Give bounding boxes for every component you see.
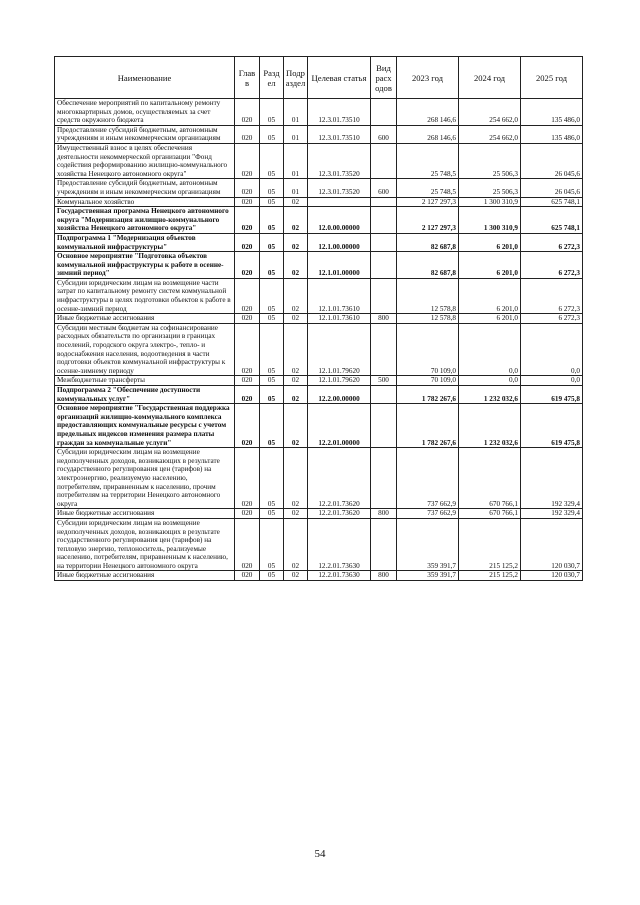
row-razd-cell: 05 xyxy=(260,252,284,279)
page-number: 54 xyxy=(314,848,326,860)
row-2024-cell: 670 766,1 xyxy=(459,509,521,519)
row-name-cell: Иные бюджетные ассигнования xyxy=(55,571,235,581)
row-razd-cell: 05 xyxy=(260,125,284,143)
row-2023-cell: 70 109,0 xyxy=(397,376,459,386)
row-vid-cell: 800 xyxy=(371,314,397,324)
row-vid-cell xyxy=(371,518,397,571)
row-razd-cell: 05 xyxy=(260,197,284,207)
row-2025-cell: 0,0 xyxy=(521,323,583,376)
row-vid-cell xyxy=(371,143,397,178)
row-2025-cell: 625 748,1 xyxy=(521,207,583,234)
row-name-cell: Предоставление субсидий бюджетным, автономным учреждениям и иным некоммерческим организациям xyxy=(55,179,235,197)
row-podr-cell: 02 xyxy=(284,448,308,509)
table-row xyxy=(55,509,583,519)
row-target-cell: 12.1.01.73610 xyxy=(308,278,371,313)
row-2023-cell: 12 578,8 xyxy=(397,278,459,313)
row-razd-cell: 05 xyxy=(260,233,284,251)
row-razd-cell: 05 xyxy=(260,448,284,509)
row-2025-cell: 619 475,8 xyxy=(521,404,583,448)
row-2023-cell: 737 662,9 xyxy=(397,509,459,519)
row-glav-cell: 020 xyxy=(235,571,260,581)
row-vid-cell xyxy=(371,99,397,126)
row-name-cell: Субсидии юридическим лицам на возмещение недополученных доходов, возникающих в результате государственного регулирования цен (тарифов) на тепловую энергию, теплоноситель, реализуемые населению, потребителям, приравненным к населению, на территории Ненецкого автономного округа xyxy=(55,518,235,571)
row-name-cell: Государственная программа Ненецкого автономного округа "Модернизация жилищно-коммунального хозяйства Ненецкого автономного округа" xyxy=(55,207,235,234)
header-2025: 2025 год xyxy=(521,57,583,99)
table-row xyxy=(55,448,583,509)
row-podr-cell: 02 xyxy=(284,252,308,279)
row-name-cell: Основное мероприятие "Подготовка объектов коммунальной инфраструктуры к работе в осенне-зимний период" xyxy=(55,252,235,279)
row-target-cell: 12.1.01.79620 xyxy=(308,323,371,376)
row-razd-cell: 05 xyxy=(260,314,284,324)
row-razd-cell: 05 xyxy=(260,376,284,386)
row-target-cell xyxy=(308,197,371,207)
header-2023: 2023 год xyxy=(397,57,459,99)
header-podr: Подр аздел xyxy=(284,57,308,99)
header-name: Наименование xyxy=(55,57,235,99)
row-2023-cell: 12 578,8 xyxy=(397,314,459,324)
row-2023-cell: 70 109,0 xyxy=(397,323,459,376)
row-2024-cell: 215 125,2 xyxy=(459,571,521,581)
table-row xyxy=(55,99,583,126)
row-2023-cell: 25 748,5 xyxy=(397,143,459,178)
row-razd-cell: 05 xyxy=(260,99,284,126)
table-row xyxy=(55,278,583,313)
row-2023-cell: 1 782 267,6 xyxy=(397,404,459,448)
row-razd-cell: 05 xyxy=(260,386,284,404)
header-2024: 2024 год xyxy=(459,57,521,99)
row-vid-cell xyxy=(371,207,397,234)
row-2024-cell: 254 662,0 xyxy=(459,125,521,143)
row-vid-cell: 500 xyxy=(371,376,397,386)
row-target-cell: 12.3.01.73510 xyxy=(308,125,371,143)
row-podr-cell: 02 xyxy=(284,233,308,251)
table-row xyxy=(55,376,583,386)
row-glav-cell: 020 xyxy=(235,143,260,178)
row-2025-cell: 120 030,7 xyxy=(521,571,583,581)
row-razd-cell: 05 xyxy=(260,143,284,178)
table-row xyxy=(55,179,583,197)
row-2025-cell: 135 486,0 xyxy=(521,99,583,126)
row-target-cell: 12.0.00.00000 xyxy=(308,207,371,234)
row-2024-cell: 1 300 310,9 xyxy=(459,197,521,207)
row-vid-cell: 600 xyxy=(371,125,397,143)
row-name-cell: Предоставление субсидий бюджетным, автономным учреждениям и иным некоммерческим организациям xyxy=(55,125,235,143)
row-2024-cell: 254 662,0 xyxy=(459,99,521,126)
row-glav-cell: 020 xyxy=(235,323,260,376)
row-2024-cell: 25 506,3 xyxy=(459,143,521,178)
row-razd-cell: 05 xyxy=(260,518,284,571)
row-target-cell: 12.2.01.73620 xyxy=(308,448,371,509)
row-2025-cell: 26 045,6 xyxy=(521,179,583,197)
row-vid-cell xyxy=(371,233,397,251)
table-body xyxy=(55,99,583,581)
row-target-cell: 12.1.01.79620 xyxy=(308,376,371,386)
row-name-cell: Иные бюджетные ассигнования xyxy=(55,314,235,324)
header-razd: Разд ел xyxy=(260,57,284,99)
row-2024-cell: 1 232 032,6 xyxy=(459,386,521,404)
row-2023-cell: 2 127 297,3 xyxy=(397,207,459,234)
row-vid-cell xyxy=(371,323,397,376)
row-podr-cell: 02 xyxy=(284,314,308,324)
row-glav-cell: 020 xyxy=(235,207,260,234)
table-row xyxy=(55,233,583,251)
row-2023-cell: 82 687,8 xyxy=(397,252,459,279)
row-glav-cell: 020 xyxy=(235,518,260,571)
table-row xyxy=(55,125,583,143)
table-row xyxy=(55,252,583,279)
row-vid-cell xyxy=(371,278,397,313)
row-podr-cell: 01 xyxy=(284,143,308,178)
row-2025-cell: 625 748,1 xyxy=(521,197,583,207)
row-2023-cell: 359 391,7 xyxy=(397,518,459,571)
row-razd-cell: 05 xyxy=(260,404,284,448)
row-2025-cell: 619 475,8 xyxy=(521,386,583,404)
row-razd-cell: 05 xyxy=(260,323,284,376)
row-vid-cell: 800 xyxy=(371,509,397,519)
row-target-cell: 12.2.00.00000 xyxy=(308,386,371,404)
row-2023-cell: 25 748,5 xyxy=(397,179,459,197)
table-row xyxy=(55,323,583,376)
row-razd-cell: 05 xyxy=(260,207,284,234)
budget-table xyxy=(54,56,583,581)
row-2025-cell: 6 272,3 xyxy=(521,233,583,251)
row-2024-cell: 670 766,1 xyxy=(459,448,521,509)
row-glav-cell: 020 xyxy=(235,376,260,386)
row-glav-cell: 020 xyxy=(235,314,260,324)
row-vid-cell xyxy=(371,197,397,207)
row-2023-cell: 268 146,6 xyxy=(397,99,459,126)
row-2025-cell: 120 030,7 xyxy=(521,518,583,571)
row-2024-cell: 6 201,0 xyxy=(459,233,521,251)
row-glav-cell: 020 xyxy=(235,448,260,509)
row-vid-cell: 600 xyxy=(371,179,397,197)
row-podr-cell: 02 xyxy=(284,323,308,376)
row-target-cell: 12.2.01.73630 xyxy=(308,571,371,581)
header-glav: Глав в xyxy=(235,57,260,99)
row-name-cell: Иные бюджетные ассигнования xyxy=(55,509,235,519)
row-podr-cell: 02 xyxy=(284,571,308,581)
row-2023-cell: 737 662,9 xyxy=(397,448,459,509)
row-2025-cell: 6 272,3 xyxy=(521,314,583,324)
row-2024-cell: 0,0 xyxy=(459,323,521,376)
table-row xyxy=(55,197,583,207)
row-2025-cell: 192 329,4 xyxy=(521,448,583,509)
row-2024-cell: 215 125,2 xyxy=(459,518,521,571)
row-name-cell: Обеспечение мероприятий по капитальному ремонту многоквартирных домов, осуществляемых за счет средств окружного бюджета xyxy=(55,99,235,126)
row-glav-cell: 020 xyxy=(235,278,260,313)
row-name-cell: Субсидии юридическим лицам на возмещение части затрат по капитальному ремонту систем коммунальной инфраструктуры в целях подготовки объектов к работе в осенне-зимний период xyxy=(55,278,235,313)
row-podr-cell: 01 xyxy=(284,99,308,126)
row-2024-cell: 1 232 032,6 xyxy=(459,404,521,448)
row-vid-cell xyxy=(371,448,397,509)
row-razd-cell: 05 xyxy=(260,509,284,519)
row-2024-cell: 25 506,3 xyxy=(459,179,521,197)
row-2025-cell: 6 272,3 xyxy=(521,252,583,279)
row-2024-cell: 1 300 310,9 xyxy=(459,207,521,234)
row-vid-cell: 800 xyxy=(371,571,397,581)
table-row xyxy=(55,571,583,581)
row-glav-cell: 020 xyxy=(235,125,260,143)
row-glav-cell: 020 xyxy=(235,404,260,448)
row-target-cell: 12.3.01.73520 xyxy=(308,179,371,197)
row-2024-cell: 6 201,0 xyxy=(459,314,521,324)
row-name-cell: Имущественный взнос в целях обеспечения деятельности некоммерческой организации "Фонд содействия реформированию жилищно-коммунального хозяйства Ненецкого автономного округа" xyxy=(55,143,235,178)
row-2024-cell: 6 201,0 xyxy=(459,278,521,313)
row-name-cell: Субсидии местным бюджетам на софинансирование расходных обязательств по организации в границах поселений, городского округа электро-, тепло- и водоснабжения населения, водоотведения в части подготовки объектов коммунальной инфраструктуры к осенне-зимнему периоду xyxy=(55,323,235,376)
row-podr-cell: 02 xyxy=(284,518,308,571)
row-razd-cell: 05 xyxy=(260,179,284,197)
row-target-cell: 12.2.01.73620 xyxy=(308,509,371,519)
table-row xyxy=(55,207,583,234)
row-name-cell: Подпрограмма 2 "Обеспечение доступности коммунальных услуг" xyxy=(55,386,235,404)
row-2023-cell: 1 782 267,6 xyxy=(397,386,459,404)
row-name-cell: Основное мероприятие "Государственная поддержка организаций жилищно-коммунального комплекса предоставляющих коммунальные ресурсы с учетом предельных индексов изменения размера платы граждан за коммунальные услуги" xyxy=(55,404,235,448)
row-name-cell: Межбюджетные трансферты xyxy=(55,376,235,386)
row-podr-cell: 02 xyxy=(284,376,308,386)
row-glav-cell: 020 xyxy=(235,252,260,279)
table-row xyxy=(55,404,583,448)
row-razd-cell: 05 xyxy=(260,278,284,313)
row-podr-cell: 01 xyxy=(284,125,308,143)
row-glav-cell: 020 xyxy=(235,179,260,197)
row-2025-cell: 6 272,3 xyxy=(521,278,583,313)
row-podr-cell: 02 xyxy=(284,207,308,234)
row-target-cell: 12.1.00.00000 xyxy=(308,233,371,251)
row-2025-cell: 0,0 xyxy=(521,376,583,386)
row-target-cell: 12.3.01.73510 xyxy=(308,99,371,126)
row-target-cell: 12.3.01.73520 xyxy=(308,143,371,178)
row-target-cell: 12.2.01.00000 xyxy=(308,404,371,448)
row-2023-cell: 268 146,6 xyxy=(397,125,459,143)
table-row xyxy=(55,518,583,571)
row-glav-cell: 020 xyxy=(235,197,260,207)
row-target-cell: 12.2.01.73630 xyxy=(308,518,371,571)
row-target-cell: 12.1.01.73610 xyxy=(308,314,371,324)
row-podr-cell: 02 xyxy=(284,197,308,207)
row-podr-cell: 02 xyxy=(284,404,308,448)
row-2024-cell: 6 201,0 xyxy=(459,252,521,279)
row-2025-cell: 135 486,0 xyxy=(521,125,583,143)
row-glav-cell: 020 xyxy=(235,386,260,404)
header-vid: Вид расх одов xyxy=(371,57,397,99)
row-2024-cell: 0,0 xyxy=(459,376,521,386)
row-2023-cell: 2 127 297,3 xyxy=(397,197,459,207)
row-glav-cell: 020 xyxy=(235,99,260,126)
row-2025-cell: 192 329,4 xyxy=(521,509,583,519)
row-name-cell: Субсидии юридическим лицам на возмещение недополученных доходов, возникающих в результате государственного регулирования цен (тарифов) на электроэнергию, реализуемую населению, потребителям, приравненным к населению, прочим потребителям на территории Ненецкого автономного округа xyxy=(55,448,235,509)
table-header-row xyxy=(55,57,583,99)
row-2023-cell: 359 391,7 xyxy=(397,571,459,581)
row-name-cell: Коммунальное хозяйство xyxy=(55,197,235,207)
table-row xyxy=(55,386,583,404)
row-podr-cell: 01 xyxy=(284,179,308,197)
row-target-cell: 12.1.01.00000 xyxy=(308,252,371,279)
row-vid-cell xyxy=(371,404,397,448)
row-podr-cell: 02 xyxy=(284,386,308,404)
row-glav-cell: 020 xyxy=(235,509,260,519)
row-vid-cell xyxy=(371,252,397,279)
row-podr-cell: 02 xyxy=(284,509,308,519)
header-target: Целевая статья xyxy=(308,57,371,99)
row-glav-cell: 020 xyxy=(235,233,260,251)
table-row xyxy=(55,143,583,178)
row-razd-cell: 05 xyxy=(260,571,284,581)
row-name-cell: Подпрограмма 1 "Модернизация объектов коммунальной инфраструктуры" xyxy=(55,233,235,251)
row-podr-cell: 02 xyxy=(284,278,308,313)
row-2023-cell: 82 687,8 xyxy=(397,233,459,251)
table-row xyxy=(55,314,583,324)
row-vid-cell xyxy=(371,386,397,404)
row-2025-cell: 26 045,6 xyxy=(521,143,583,178)
